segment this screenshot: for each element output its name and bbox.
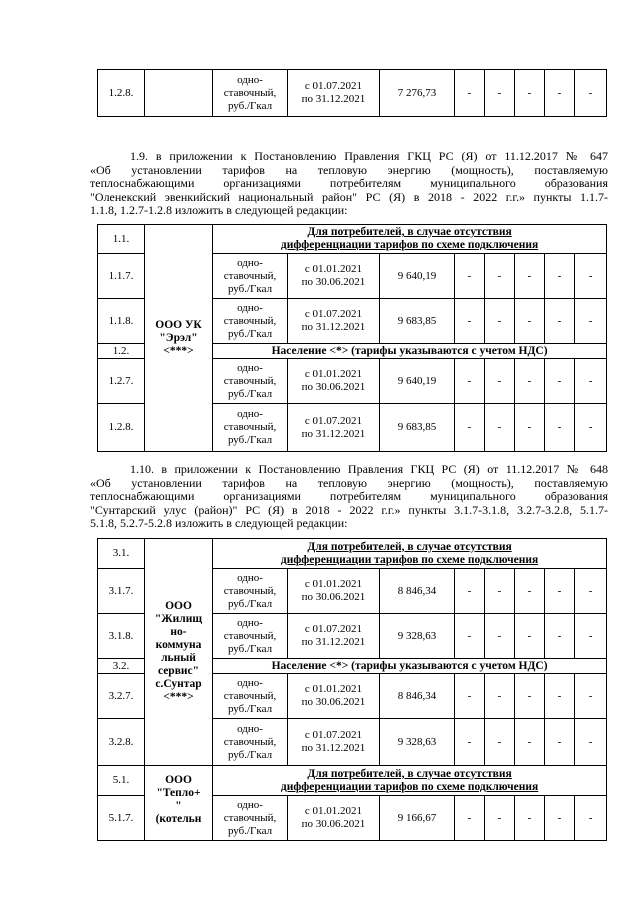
rate-type: одно- ставочный, руб./Гкал: [213, 614, 288, 659]
dash-cell: -: [575, 404, 607, 452]
dash-cell: -: [455, 719, 485, 766]
tariff-value: 9 683,85: [380, 299, 455, 344]
dash-cell: -: [485, 796, 515, 841]
row-number: 3.2.7.: [98, 674, 145, 719]
dash-cell: -: [545, 254, 575, 299]
dash-cell: -: [575, 719, 607, 766]
tariff-value: 8 846,34: [380, 569, 455, 614]
tariff-value: 9 328,63: [380, 719, 455, 766]
tariff-value: 9 328,63: [380, 614, 455, 659]
org-name: ООО УК "Эрэл" <***>: [145, 225, 213, 452]
row-number: 3.1.8.: [98, 614, 145, 659]
period: с 01.01.2021 по 30.06.2021: [288, 359, 380, 404]
org-name: ООО "Жилищ но- коммуна льный сервис" с.Сунтар <***>: [145, 539, 213, 766]
row-number: 1.1.8.: [98, 299, 145, 344]
dash-cell: -: [545, 569, 575, 614]
rate-type: одно- ставочный, руб./Гкал: [213, 299, 288, 344]
group-number: 1.1.: [98, 225, 145, 254]
row-number: 1.2.8.: [98, 70, 145, 117]
dash-cell: -: [545, 796, 575, 841]
paragraph-1-9: [90, 150, 608, 218]
rate-type: одно- ставочный, руб./Гкал: [213, 404, 288, 452]
paragraph-line: "Оленекский эвенкийский национальный район" РС (Я) в 2018 - 2022 г.г.» пункты 1.1.7-: [90, 189, 608, 204]
dash-cell: -: [455, 569, 485, 614]
dash-cell: -: [515, 719, 545, 766]
rate-type: одно- ставочный, руб./Гкал: [213, 359, 288, 404]
dash-cell: -: [515, 674, 545, 719]
period: с 01.07.2021 по 31.12.2021: [288, 404, 380, 452]
dash-cell: -: [515, 254, 545, 299]
dash-cell: -: [455, 404, 485, 452]
row-number: 3.2.8.: [98, 719, 145, 766]
dash-cell: -: [485, 569, 515, 614]
period: с 01.07.2021 по 31.12.2021: [288, 719, 380, 766]
row-number: 3.1.7.: [98, 569, 145, 614]
dash-cell: -: [455, 299, 485, 344]
tariff-value: 8 846,34: [380, 674, 455, 719]
dash-cell: -: [575, 254, 607, 299]
group-header: Для потребителей, в случае отсутствия дифференциации тарифов по схеме подключения: [213, 225, 607, 254]
paragraph-1-10: [90, 463, 608, 531]
period: с 01.01.2021 по 30.06.2021: [288, 796, 380, 841]
dash-cell: -: [515, 70, 545, 117]
dash-cell: -: [455, 674, 485, 719]
rate-type: одно- ставочный, руб./Гкал: [213, 70, 288, 117]
tariff-table-top: [97, 69, 607, 117]
rate-type: одно- ставочный, руб./Гкал: [213, 796, 288, 841]
dash-cell: -: [575, 70, 607, 117]
dash-cell: -: [545, 299, 575, 344]
paragraph-line: 1.10. в приложении к Постановлению Правления ГКЦ РС (Я) от 11.12.2017 № 648: [130, 462, 608, 476]
tariff-table-suntar: [97, 538, 607, 841]
rate-type: одно- ставочный, руб./Гкал: [213, 254, 288, 299]
tariff-table-erel: [97, 224, 607, 452]
dash-cell: -: [575, 674, 607, 719]
dash-cell: -: [545, 674, 575, 719]
dash-cell: -: [575, 299, 607, 344]
dash-cell: -: [455, 614, 485, 659]
period: с 01.01.2021 по 30.06.2021: [288, 254, 380, 299]
dash-cell: -: [545, 404, 575, 452]
dash-cell: -: [515, 404, 545, 452]
tariff-value: 9 166,67: [380, 796, 455, 841]
org-name: ООО "Тепло+ " (котельн: [145, 766, 213, 841]
dash-cell: -: [485, 404, 515, 452]
dash-cell: -: [515, 569, 545, 614]
dash-cell: -: [455, 254, 485, 299]
table-row: [98, 225, 607, 254]
dash-cell: -: [515, 299, 545, 344]
tariff-value: 9 640,19: [380, 254, 455, 299]
dash-cell: -: [455, 359, 485, 404]
dash-cell: -: [485, 614, 515, 659]
group-header: Для потребителей, в случае отсутствия дифференциации тарифов по схеме подключения: [213, 539, 607, 569]
dash-cell: -: [515, 796, 545, 841]
row-number: 1.2.7.: [98, 359, 145, 404]
rate-type: одно- ставочный, руб./Гкал: [213, 674, 288, 719]
group-header: Население <*> (тарифы указываются с учетом НДС): [213, 659, 607, 674]
dash-cell: -: [575, 359, 607, 404]
period: с 01.01.2021 по 30.06.2021: [288, 569, 380, 614]
period: с 01.07.2021 по 31.12.2021: [288, 70, 380, 117]
table-row: [98, 539, 607, 569]
row-number: 5.1.7.: [98, 796, 145, 841]
dash-cell: -: [575, 796, 607, 841]
period: с 01.01.2021 по 30.06.2021: [288, 674, 380, 719]
group-number: 5.1.: [98, 766, 145, 796]
period: с 01.07.2021 по 31.12.2021: [288, 614, 380, 659]
rate-type: одно- ставочный, руб./Гкал: [213, 569, 288, 614]
group-number: 1.2.: [98, 344, 145, 359]
paragraph-line: "Сунтарский улус (район)" РС (Я) в 2018 - 2022 г.г.» пункты 3.1.7-3.1.8, 3.2.7-3.2.8, 5.1.7-: [90, 502, 608, 517]
table-row: [98, 70, 607, 117]
dash-cell: -: [515, 614, 545, 659]
row-number: 1.1.7.: [98, 254, 145, 299]
group-header: Для потребителей, в случае отсутствия дифференциации тарифов по схеме подключения: [213, 766, 607, 796]
group-header: Население <*> (тарифы указываются с учетом НДС): [213, 344, 607, 359]
rate-type: одно- ставочный, руб./Гкал: [213, 719, 288, 766]
dash-cell: -: [485, 359, 515, 404]
dash-cell: -: [485, 719, 515, 766]
paragraph-line: теплоснабжающими организациями потребителям муниципального образования: [90, 489, 608, 504]
period: с 01.07.2021 по 31.12.2021: [288, 299, 380, 344]
paragraph-line: 5.1.8, 5.2.7-5.2.8 изложить в следующей редакции:: [90, 516, 348, 531]
table-row: [98, 766, 607, 796]
dash-cell: -: [485, 70, 515, 117]
dash-cell: -: [575, 614, 607, 659]
paragraph-line: «Об установлении тарифов на тепловую энергию (мощность), поставляемую: [90, 162, 608, 177]
dash-cell: -: [575, 569, 607, 614]
group-number: 3.2.: [98, 659, 145, 674]
dash-cell: -: [455, 796, 485, 841]
dash-cell: -: [545, 359, 575, 404]
group-number: 3.1.: [98, 539, 145, 569]
org-cell: [145, 70, 213, 117]
paragraph-line: теплоснабжающими организациями потребителям муниципального образования: [90, 176, 608, 191]
paragraph-line: «Об установлении тарифов на тепловую энергию (мощность), поставляемую: [90, 475, 608, 490]
dash-cell: -: [545, 70, 575, 117]
dash-cell: -: [545, 614, 575, 659]
tariff-value: 9 640,19: [380, 359, 455, 404]
paragraph-line: 1.9. в приложении к Постановлению Правления ГКЦ РС (Я) от 11.12.2017 № 647: [130, 149, 608, 163]
dash-cell: -: [485, 254, 515, 299]
dash-cell: -: [515, 359, 545, 404]
dash-cell: -: [485, 299, 515, 344]
dash-cell: -: [545, 719, 575, 766]
paragraph-line: 1.1.8, 1.2.7-1.2.8 изложить в следующей редакции:: [90, 203, 348, 218]
row-number: 1.2.8.: [98, 404, 145, 452]
dash-cell: -: [485, 674, 515, 719]
dash-cell: -: [455, 70, 485, 117]
tariff-value: 7 276,73: [380, 70, 455, 117]
tariff-value: 9 683,85: [380, 404, 455, 452]
